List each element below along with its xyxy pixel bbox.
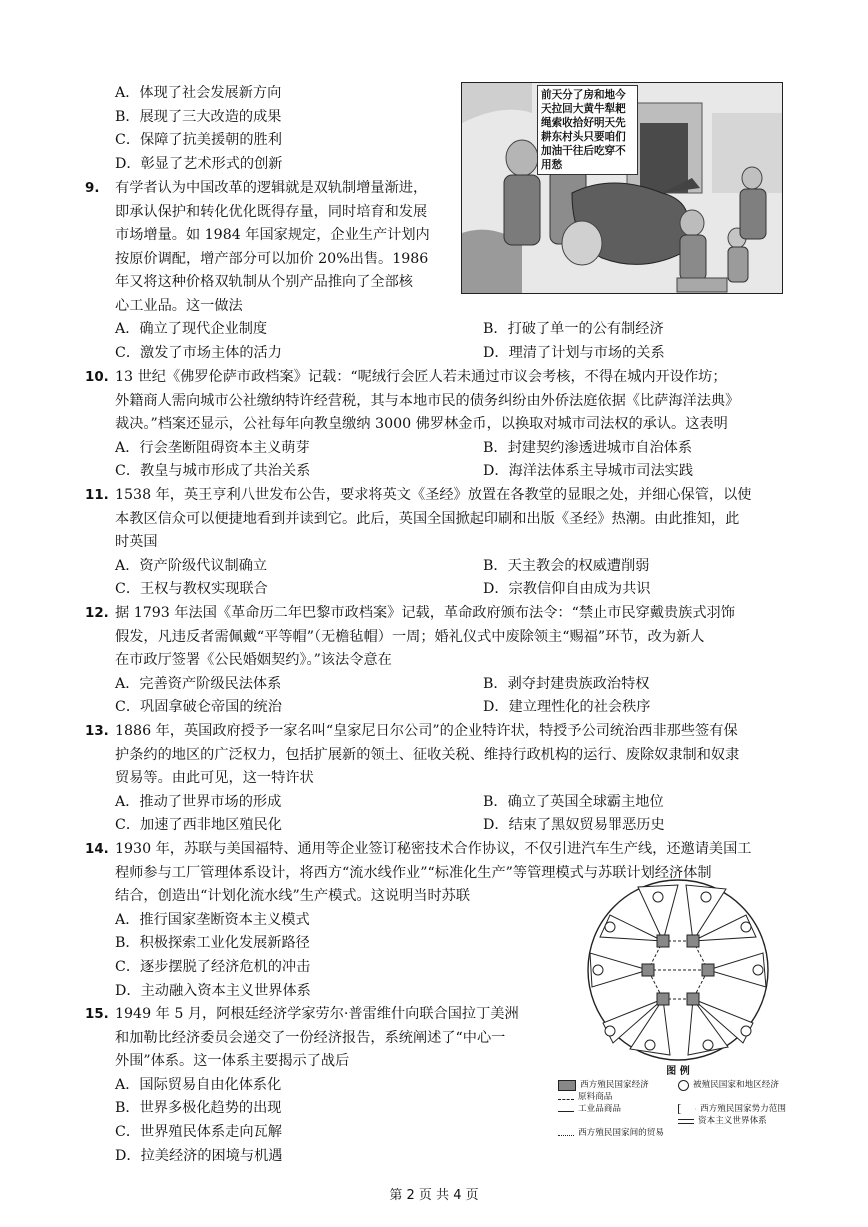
q12-option-d[interactable]: D．建立理性化的社会秩序 xyxy=(483,699,651,716)
periphery-swatch-icon xyxy=(678,1080,689,1091)
q9-option-a[interactable]: A．确立了现代企业制度 xyxy=(115,321,268,337)
q9-option-c[interactable]: C．激发了市场主体的活力 xyxy=(115,344,282,361)
q14-option-a[interactable]: A．推行国家垄断资本主义模式 xyxy=(115,911,310,928)
inter-trade-line-icon xyxy=(558,1130,574,1136)
question-number: 9. xyxy=(85,181,100,196)
q13-option-c[interactable]: C．加速了西非地区殖民化 xyxy=(115,817,282,834)
legend-item: 工业品商品 xyxy=(578,1104,621,1114)
q9-option-b[interactable]: B．打破了单一的公有制经济 xyxy=(483,321,664,337)
q14-line: 结合，创造出“计划化流水线”生产模式。这说明当时苏联 xyxy=(115,888,471,905)
question-number: 15. xyxy=(85,1007,109,1022)
question-number: 12. xyxy=(85,606,109,621)
question-13 xyxy=(85,720,740,838)
q15-option-c[interactable]: C．世界殖民体系走向瓦解 xyxy=(115,1123,282,1140)
q9-line: 市场增量。如 1984 年国家规定，企业生产计划内 xyxy=(115,227,430,244)
q8-option-c[interactable]: C．保障了抗美援朝的胜利 xyxy=(115,132,282,149)
question-10 xyxy=(85,366,740,484)
page-footer: 第 2 页 共 4 页 xyxy=(389,1188,479,1203)
industrial-goods-line-icon xyxy=(558,1106,574,1112)
world-system-swatch-icon xyxy=(678,1119,694,1124)
legend-item: 西方殖民国家势力范围 xyxy=(700,1104,786,1114)
q14-option-c[interactable]: C．逐步摆脱了经济危机的冲击 xyxy=(115,958,311,975)
q10-option-d[interactable]: D．海洋法体系主导城市司法实践 xyxy=(483,463,694,480)
q13-line: 13. 1886 年，英国政府授予一家名叫“皇家尼日尔公司”的企业特许状，特授予公司统治西非那些签有保 xyxy=(115,720,739,744)
q13-option-d[interactable]: D．结束了黑奴贸易罪恶历史 xyxy=(483,817,665,834)
cartoon-caption: 前天分了房和地今天拉回大黄牛犁耙绳索收拾好明天先耕东村头只要咱们加油干往后吃穿不用愁 xyxy=(537,85,638,175)
cartoon-image xyxy=(461,82,783,294)
q11-line: 11. 1538 年，英王亨利八世发布公告，要求将英文《圣经》放置在各教堂的显眼之处，并细心保管，以使 xyxy=(115,484,752,508)
question-9 xyxy=(85,177,450,319)
question-11 xyxy=(85,484,752,602)
q9-line: 按原价调配，增产部分可以加价 20%出售。1986 xyxy=(115,250,429,267)
q11-line: 本教区信众可以便捷地看到并读到它。此后，英国全国掀起印刷和出版《圣经》热潮。由此推知，此 xyxy=(115,510,740,527)
question-number: 14. xyxy=(85,842,109,857)
q12-line: 在市政厅签署《公民婚姻契约》。”该法令意在 xyxy=(115,652,392,669)
question-15 xyxy=(85,1003,519,1168)
q9-line: 即承认保护和转化优化既得存量，同时培育和发展 xyxy=(115,203,428,220)
q9-line: 9. 有学者认为中国改革的逻辑就是双轨制增量渐进， xyxy=(115,177,450,201)
q9-option-d[interactable]: D．理清了计划与市场的关系 xyxy=(483,344,665,361)
q12-line: 假发，凡违反者需佩戴“平等帽”（无檐毡帽）一周；婚礼仪式中废除领主“赐福”环节，改为新人 xyxy=(115,628,705,645)
core-swatch-icon xyxy=(558,1080,576,1091)
q12-option-c[interactable]: C．巩固拿破仑帝国的统治 xyxy=(115,699,282,716)
q11-option-d[interactable]: D．宗教信仰自由成为共识 xyxy=(483,581,651,598)
q8-option-a[interactable]: A．体现了社会发展新方向 xyxy=(115,85,282,101)
question-12 xyxy=(85,602,735,720)
legend-item: 资本主义世界体系 xyxy=(698,1116,767,1126)
legend-item: 西方殖民国家间的贸易 xyxy=(578,1128,664,1138)
q15-option-d[interactable]: D．拉美经济的困境与机遇 xyxy=(115,1147,283,1164)
q13-line: 护条约的地区的广泛权力，包括扩展新的领土、征收关税、维持行政机构的运行、废除奴隶制和奴隶 xyxy=(115,746,740,763)
q14-option-d[interactable]: D．主动融入资本主义世界体系 xyxy=(115,982,311,999)
q13-option-a[interactable]: A．推动了世界市场的形成 xyxy=(115,793,282,810)
q9-options xyxy=(115,318,665,365)
q10-option-b[interactable]: B．封建契约渗透进城市自治体系 xyxy=(483,439,693,456)
q13-line: 贸易等。由此可见，这一特许状 xyxy=(115,770,314,787)
q8-options xyxy=(115,82,282,176)
q10-line: 裁决。”档案还显示，公社每年向教皇缴纳 3000 佛罗林金币，以换取对城市司法权的承认。这表明 xyxy=(115,416,728,433)
q14-option-b[interactable]: B．积极探索工业化发展新路径 xyxy=(115,935,310,952)
q15-option-b[interactable]: B．世界多极化趋势的出现 xyxy=(115,1100,282,1117)
q9-line: 心工业品。这一做法 xyxy=(115,297,243,314)
q15-line: 15. 1949 年 5 月，阿根廷经济学家劳尔·普雷维什向联合国拉丁美洲 xyxy=(115,1003,519,1027)
question-number: 13. xyxy=(85,724,109,739)
q12-line: 12. 据 1793 年法国《革命历二年巴黎市政档案》记载，革命政府颁布法令：“禁止市民穿戴贵族式羽饰 xyxy=(115,602,735,626)
q11-line: 时英国 xyxy=(115,534,158,551)
q10-line: 10. 13 世纪《佛罗伦萨市政档案》记载：“呢绒行会匠人若未通过市议会考核，不得在城内开设作坊； xyxy=(115,366,739,390)
legend-item: 西方殖民国家经济 xyxy=(580,1080,649,1090)
q10-option-c[interactable]: C．教皇与城市形成了共治关系 xyxy=(115,463,311,480)
question-number: 10. xyxy=(85,370,109,385)
q14-line: 14. 1930 年，苏联与美国福特、通用等企业签订秘密技术合作协议，不仅引进汽车生产线，还邀请美国工 xyxy=(115,838,752,862)
sphere-swatch-icon xyxy=(678,1104,696,1114)
q15-line: 外围”体系。这一体系主要揭示了战后 xyxy=(115,1053,350,1070)
q9-line: 年又将这种价格双轨制从个别产品推向了全部核 xyxy=(115,274,413,291)
q14-line: 程师参与工厂管理体系设计，将西方“流水线作业”“标准化生产”等管理模式与苏联计划经济体制 xyxy=(115,864,712,881)
question-number: 11. xyxy=(85,488,109,503)
q11-option-a[interactable]: A．资产阶级代议制确立 xyxy=(115,557,268,574)
q11-option-b[interactable]: B．天主教会的权威遭削弱 xyxy=(483,557,650,574)
q15-option-a[interactable]: A．国际贸易自由化体系化 xyxy=(115,1076,282,1093)
q15-line: 和加勒比经济委员会递交了一份经济报告，系统阐述了“中心一 xyxy=(115,1029,506,1046)
q12-option-a[interactable]: A．完善资产阶级民法体系 xyxy=(115,675,282,692)
legend-item: 被殖民国家和地区经济 xyxy=(693,1080,779,1090)
diagram-legend xyxy=(558,1066,798,1139)
q10-line: 外籍商人需向城市公社缴纳特许经营税，其与本地市民的债务纠纷由外侨法庭依据《比萨海洋法典》 xyxy=(115,392,740,409)
q10-option-a[interactable]: A．行会垄断阻碍资本主义萌芽 xyxy=(115,439,310,456)
raw-goods-line-icon xyxy=(558,1094,574,1100)
q12-option-b[interactable]: B．剥夺封建贵族政治特权 xyxy=(483,675,650,692)
legend-title: 图 例 xyxy=(666,1066,690,1077)
q13-option-b[interactable]: B．确立了英国全球霸主地位 xyxy=(483,793,664,810)
legend-item: 原料商品 xyxy=(578,1092,613,1102)
q8-option-d[interactable]: D．彰显了艺术形式的创新 xyxy=(115,155,283,172)
q11-option-c[interactable]: C．王权与教权实现联合 xyxy=(115,581,268,598)
center-periphery-diagram xyxy=(558,875,798,1065)
q8-option-b[interactable]: B．展现了三大改造的成果 xyxy=(115,108,282,125)
